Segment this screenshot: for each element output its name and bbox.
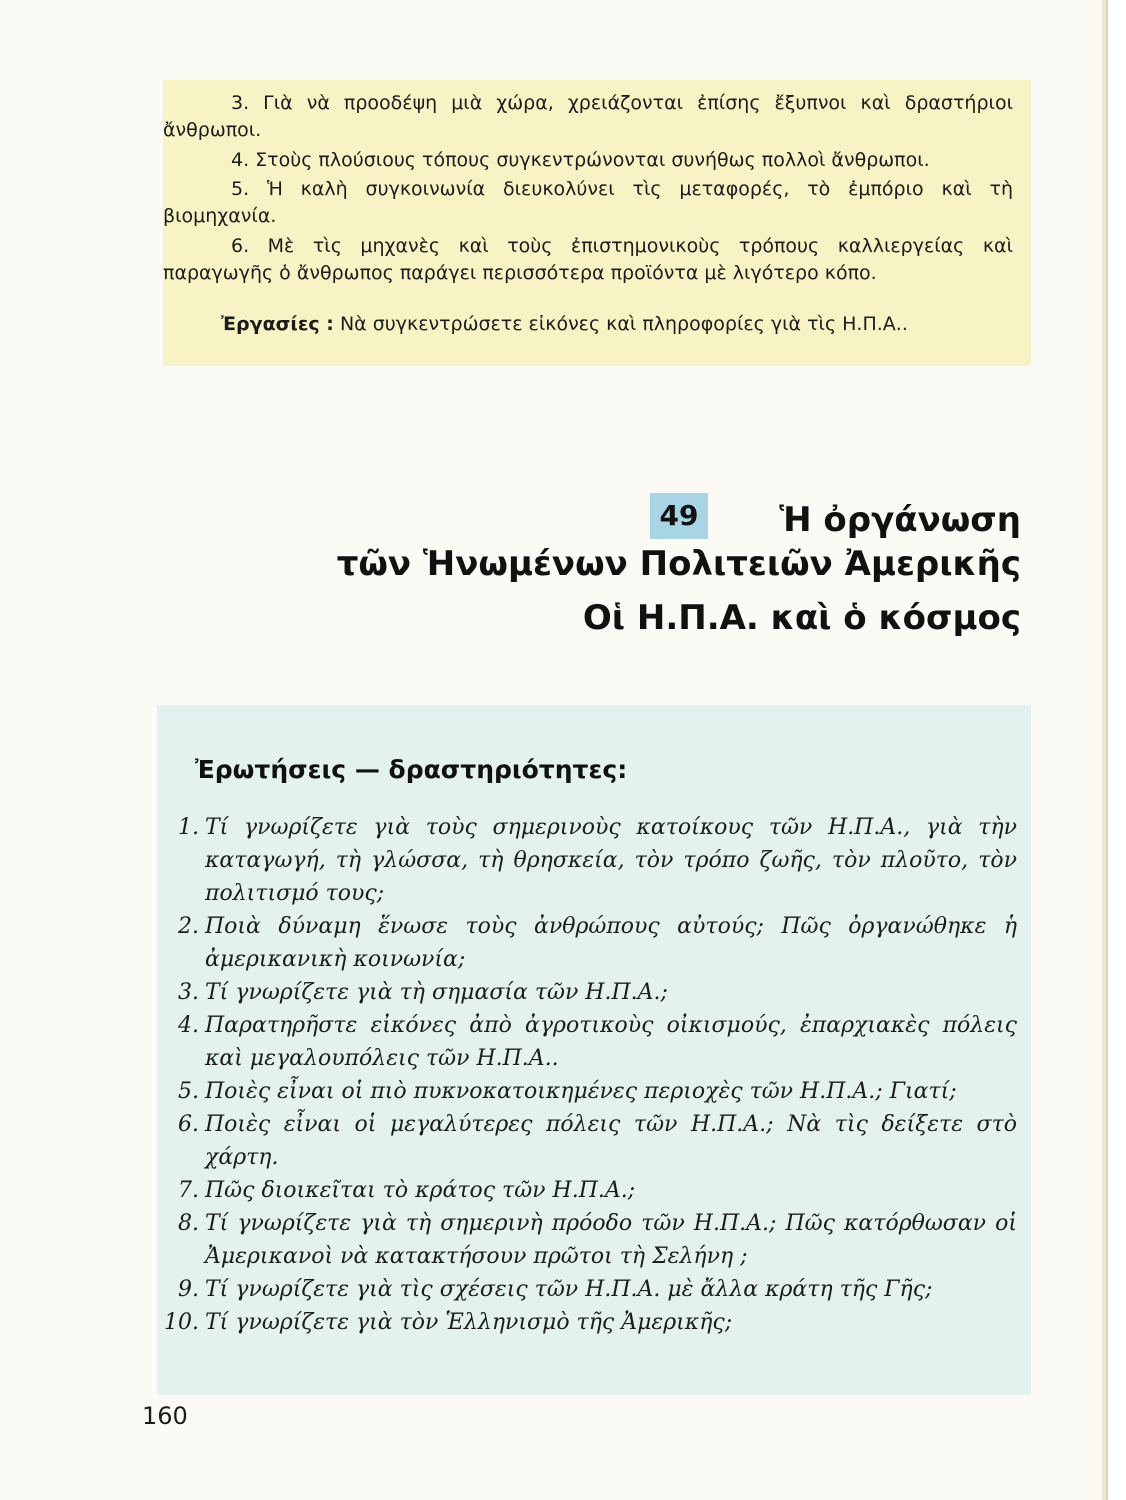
question-number: 9. xyxy=(178,1277,199,1302)
question-number: 7. xyxy=(178,1178,199,1203)
question-text: Τί γνωρίζετε γιὰ τοὺς σημερινοὺς κατοίκους τῶν Η.Π.Α., γιὰ τὴν καταγωγή, τὴ γλώσσα, τὴ θρησκεία, τὸν τρόπο ζωῆς, τὸν πλοῦτο, τὸν πολιτισμό τους; xyxy=(205,815,1017,906)
question-item xyxy=(157,1306,1017,1339)
question-item xyxy=(157,811,1017,910)
lesson-number-badge: 49 xyxy=(650,493,708,539)
question-item xyxy=(157,976,1017,1009)
question-text: Τί γνωρίζετε γιὰ τὸν Ἑλληνισμὸ τῆς Ἀμερικῆς; xyxy=(205,1310,733,1335)
question-text: Ποιὰ δύναμη ἕνωσε τοὺς ἀνθρώπους αὐτούς; Πῶς ὀργανώθηκε ἡ ἀμερικανικὴ κοινωνία; xyxy=(205,914,1017,972)
question-item xyxy=(157,1174,1017,1207)
page-number: 160 xyxy=(142,1402,188,1430)
question-text: Ποιὲς εἶναι οἱ μεγαλύτερες πόλεις τῶν Η.Π.Α.; Νὰ τὶς δείξετε στὸ χάρτη. xyxy=(205,1112,1017,1170)
question-number: 3. xyxy=(178,980,199,1005)
question-number: 5. xyxy=(178,1079,199,1104)
question-text: Τί γνωρίζετε γιὰ τὶς σχέσεις τῶν Η.Π.Α. μὲ ἄλλα κράτη τῆς Γῆς; xyxy=(205,1277,933,1302)
questions-title: Ἐρωτήσεις — δραστηριότητες: xyxy=(195,755,628,784)
question-item xyxy=(157,1009,1017,1075)
question-item xyxy=(157,1207,1017,1273)
question-item xyxy=(157,1273,1017,1306)
questions-list xyxy=(157,811,1017,1339)
question-item xyxy=(157,1075,1017,1108)
summary-point-6: 6. Μὲ τὶς μηχανὲς καὶ τοὺς ἐπιστημονικοὺς τρόπους καλλιεργείας καὶ παραγωγῆς ὁ ἄνθρωπος παράγει περισσότερα προϊόντα μὲ λιγότερο κόπο. xyxy=(163,235,1013,284)
summary-point-3: 3. Γιὰ νὰ προοδέψη μιὰ χώρα, χρειάζονται ἐπίσης ἔξυπνοι καὶ δραστήριοι ἄνθρωποι. xyxy=(163,92,1013,141)
question-text: Πῶς διοικεῖται τὸ κράτος τῶν Η.Π.Α.; xyxy=(205,1178,636,1203)
question-number: 1. xyxy=(178,815,199,840)
question-text: Τί γνωρίζετε γιὰ τὴ σημερινὴ πρόοδο τῶν Η.Π.Α.; Πῶς κατόρθωσαν οἱ Ἀμερικανοὶ νὰ κατακτήσουν πρῶτοι τὴ Σελήνη ; xyxy=(205,1211,1017,1269)
question-text: Τί γνωρίζετε γιὰ τὴ σημασία τῶν Η.Π.Α.; xyxy=(205,980,668,1005)
question-item xyxy=(157,1108,1017,1174)
question-number: 8. xyxy=(178,1211,199,1236)
question-text: Παρατηρῆστε εἰκόνες ἀπὸ ἀγροτικοὺς οἰκισμούς, ἐπαρχιακὲς πόλεις καὶ μεγαλουπόλεις τῶν Η.Π.Α.. xyxy=(205,1013,1017,1071)
lesson-title-line-2: τῶν Ἡνωμένων Πολιτειῶν Ἀμερικῆς xyxy=(336,544,1021,584)
summary-point-5: 5. Ἡ καλὴ συγκοινωνία διευκολύνει τὶς μεταφορές, τὸ ἐμπόριο καὶ τὴ βιομηχανία. xyxy=(163,178,1013,227)
question-text: Ποιὲς εἶναι οἱ πιὸ πυκνοκατοικημένες περιοχὲς τῶν Η.Π.Α.; Γιατί; xyxy=(205,1079,957,1104)
lesson-title-line-1: Ἡ ὀργάνωση xyxy=(779,500,1021,540)
summary-box xyxy=(163,80,1031,366)
question-number: 2. xyxy=(178,914,199,939)
tasks-line xyxy=(221,311,1021,338)
lesson-subtitle: Οἱ Η.Π.Α. καὶ ὁ κόσμος xyxy=(582,598,1021,638)
tasks-label: Ἐργασίες : xyxy=(221,313,334,335)
page-edge xyxy=(1106,0,1126,1500)
tasks-text: Νὰ συγκεντρώσετε εἰκόνες καὶ πληροφορίες γιὰ τὶς Η.Π.Α.. xyxy=(339,313,908,335)
question-item xyxy=(157,910,1017,976)
question-number: 6. xyxy=(178,1112,199,1137)
question-number: 4. xyxy=(178,1013,199,1038)
summary-point-4: 4. Στοὺς πλούσιους τόπους συγκεντρώνονται συνήθως πολλοὶ ἄνθρωποι. xyxy=(231,149,930,171)
question-number: 10. xyxy=(164,1310,199,1335)
questions-box xyxy=(157,705,1031,1395)
